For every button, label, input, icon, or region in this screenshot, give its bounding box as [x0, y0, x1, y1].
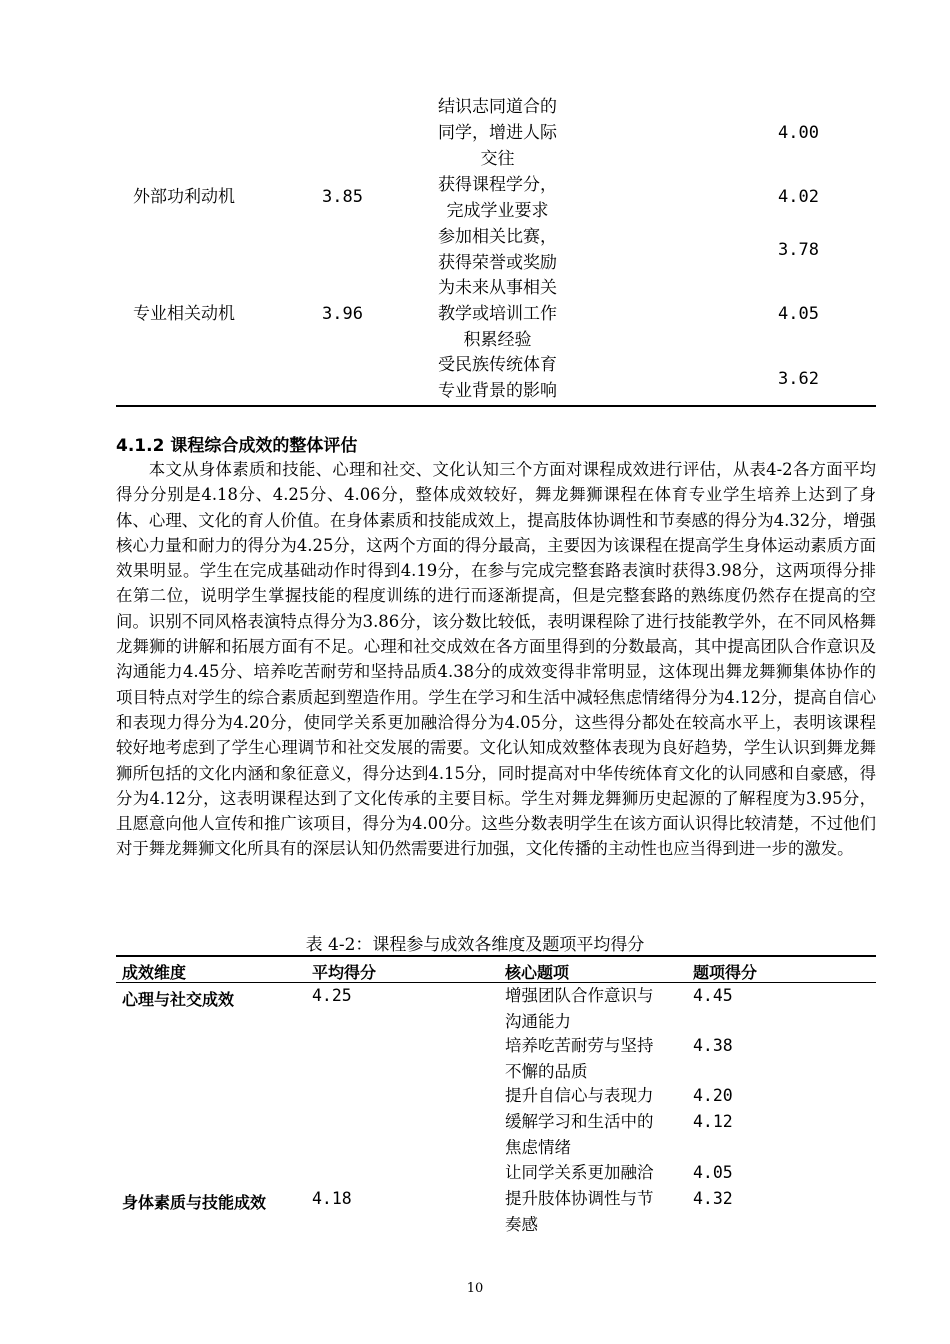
item-text: 焦虑情绪	[505, 1137, 571, 1157]
item-text: 受民族传统体育	[438, 355, 557, 375]
column-header: 核心题项	[505, 963, 570, 982]
item-text: 不懈的品质	[505, 1061, 588, 1081]
score-cell: 4.32	[693, 1189, 733, 1208]
body-paragraph: 本文从身体素质和技能、心理和社交、文化认知三个方面对课程成效进行评估，从表4-2各方面平均得分分别是4.18分、4.25分、4.06分，整体成效较好，舞龙舞狮课程在体育专业学生培养上达到了身体、心理、文化的育人价值。在身体素质和技能成效上，提高肢体协调性和节奏感的得分为4.32分，增强核心力量和耐力的得分为4.25分，这两个方面的得分最高，主要因为该课程在提高学生身体运动素质方面效果明显。学生在完成基础动作时得到4.19分，在参与完成完整套路表演时获得3.98分，这两项得分排在第二位，说明学生掌握技能的程度训练的进行而逐渐提高，但是完整套路的熟练度仍然存在提高的空间。识别不同风格表演特点得分为3.86分，该分数比较低，表明课程除了进行技能教学外，在不同风格舞龙舞狮的讲解和拓展方面有不足。心理和社交成效在各方面里得到的分数最高，其中提高团队合作意识及沟通能力4.45分、培养吃苦耐劳和坚持品质4.38分的成效变得非常明显，这体现出舞龙舞狮集体协作的项目特点对学生的综合素质起到塑造作用。学生在学习和生活中减轻焦虑情绪得分为4.12分，提高自信心和表现力得分为4.20分，使同学关系更加融洽得分为4.05分，这些得分都处在较高水平上，表明该课程较好地考虑到了学生心理调节和社交发展的需要。文化认知成效整体表现为良好趋势，学生认识到舞龙舞狮所包括的文化内涵和象征意义，得分达到4.15分，同时提高对中华传统体育文化的认同感和自豪感，得分为4.12分，这表明课程达到了文化传承的主要目标。学生对舞龙舞狮历史起源的了解程度为3.95分，且愿意向他人宣传和推广该项目，得分为4.00分。这些分数表明学生在该方面认识得比较清楚，不过他们对于舞龙舞狮文化所具有的深层认知仍然需要进行加强，文化传播的主动性也应当得到进一步的激发。	[116, 460, 876, 859]
table-row	[410, 275, 585, 353]
item-text: 完成学业要求	[446, 201, 549, 221]
dimension-cell: 心理与社交成效	[122, 990, 235, 1009]
column-header: 成效维度	[122, 963, 187, 982]
item-cell: 提升自信心与表现力	[505, 1086, 654, 1105]
score-cell: 4.05	[693, 1163, 733, 1182]
group-mean: 3.96	[322, 304, 363, 324]
section-heading: 4.1.2 课程综合成效的整体评估	[116, 436, 358, 456]
column-header: 题项得分	[693, 963, 758, 982]
item-cell	[505, 1109, 654, 1160]
score-cell: 4.20	[693, 1086, 733, 1105]
page-number: 10	[466, 1281, 484, 1296]
table-row	[410, 224, 585, 276]
table-caption: 表 4-2：课程参与成效各维度及题项平均得分	[305, 935, 645, 955]
item-text: 奏感	[505, 1214, 538, 1234]
item-text: 培养吃苦耐劳与坚持	[505, 1036, 654, 1055]
item-score: 4.02	[778, 187, 819, 207]
table-row	[410, 172, 585, 224]
item-text: 结识志同道合的	[438, 97, 557, 117]
group-dimension: 外部功利动机	[133, 187, 235, 207]
item-text: 提升肢体协调性与节	[505, 1189, 654, 1208]
item-text: 为未来从事相关	[438, 278, 557, 298]
item-score: 3.78	[778, 240, 819, 260]
item-cell: 让同学关系更加融洽	[505, 1163, 654, 1182]
column-header: 平均得分	[312, 963, 377, 982]
mean-cell: 4.25	[312, 986, 352, 1005]
score-cell: 4.38	[693, 1036, 733, 1055]
item-score: 4.00	[778, 123, 819, 143]
item-score: 4.05	[778, 304, 819, 324]
item-text: 增强团队合作意识与	[505, 986, 654, 1005]
score-cell: 4.12	[693, 1112, 733, 1131]
item-text: 专业背景的影响	[438, 381, 557, 401]
item-cell	[505, 1186, 654, 1237]
item-text: 教学或培训工作	[438, 304, 557, 324]
item-text: 参加相关比赛，	[438, 227, 557, 247]
item-score: 3.62	[778, 369, 819, 389]
group-dimension: 专业相关动机	[133, 304, 235, 324]
item-text: 交往	[480, 149, 515, 169]
item-text: 沟通能力	[505, 1011, 571, 1031]
item-cell	[505, 1033, 654, 1084]
table-bottom-rule	[116, 405, 876, 407]
item-text: 同学，增进人际	[438, 123, 557, 143]
item-cell	[505, 983, 654, 1034]
item-text: 积累经验	[463, 330, 532, 350]
table-row	[410, 352, 585, 404]
item-text: 获得课程学分，	[438, 175, 557, 195]
item-text: 缓解学习和生活中的	[505, 1112, 654, 1131]
header-rule	[116, 982, 876, 983]
score-cell: 4.45	[693, 986, 733, 1005]
dimension-cell: 身体素质与技能成效	[122, 1193, 267, 1212]
table-row	[410, 94, 585, 172]
mean-cell: 4.18	[312, 1189, 352, 1208]
table-top-rule	[116, 955, 876, 957]
group-mean: 3.85	[322, 187, 363, 207]
item-text: 获得荣誉或奖励	[438, 253, 557, 273]
